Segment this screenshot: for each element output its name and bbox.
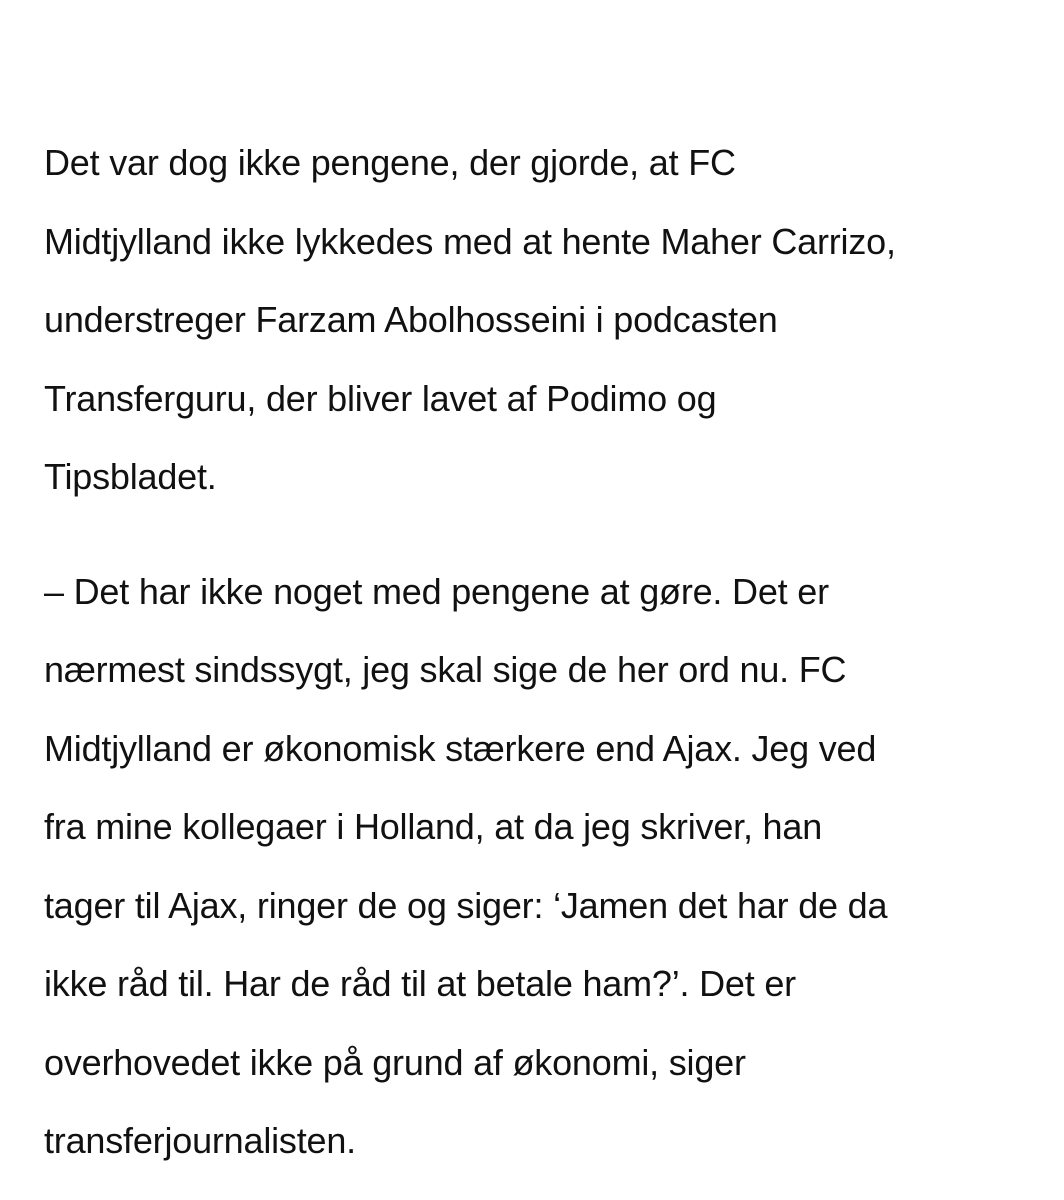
paragraph-line: Tipsbladet. [44, 456, 217, 497]
paragraph-line: ikke råd til. Har de råd til at betale ham?’. Det er [44, 963, 796, 1004]
paragraph-line: understreger Farzam Abolhosseini i podcasten [44, 299, 778, 340]
paragraph-2-quote [44, 553, 1034, 1181]
paragraph-line: Midtjylland ikke lykkedes med at hente Maher Carrizo, [44, 220, 896, 262]
paragraph-line: fra mine kollegaer i Holland, at da jeg skriver, han [44, 806, 823, 847]
paragraph-line: transferjournalisten. [44, 1120, 356, 1161]
paragraph-line: Transferguru, der bliver lavet af Podimo og [44, 377, 717, 419]
paragraph-line: Det var dog ikke pengene, der gjorde, at FC [44, 142, 736, 183]
article-body [44, 124, 1034, 1181]
paragraph-line: Midtjylland er økonomisk stærkere end Ajax. Jeg ved [44, 727, 877, 769]
paragraph-line: tager til Ajax, ringer de og siger: ‘Jamen det har de da [44, 884, 888, 926]
paragraph-1 [44, 124, 1034, 517]
paragraph-line: overhovedet ikke på grund af økonomi, siger [44, 1041, 746, 1083]
paragraph-line: nærmest sindssygt, jeg skal sige de her ord nu. FC [44, 649, 847, 690]
paragraph-line: – Det har ikke noget med pengene at gøre. Det er [44, 570, 829, 612]
